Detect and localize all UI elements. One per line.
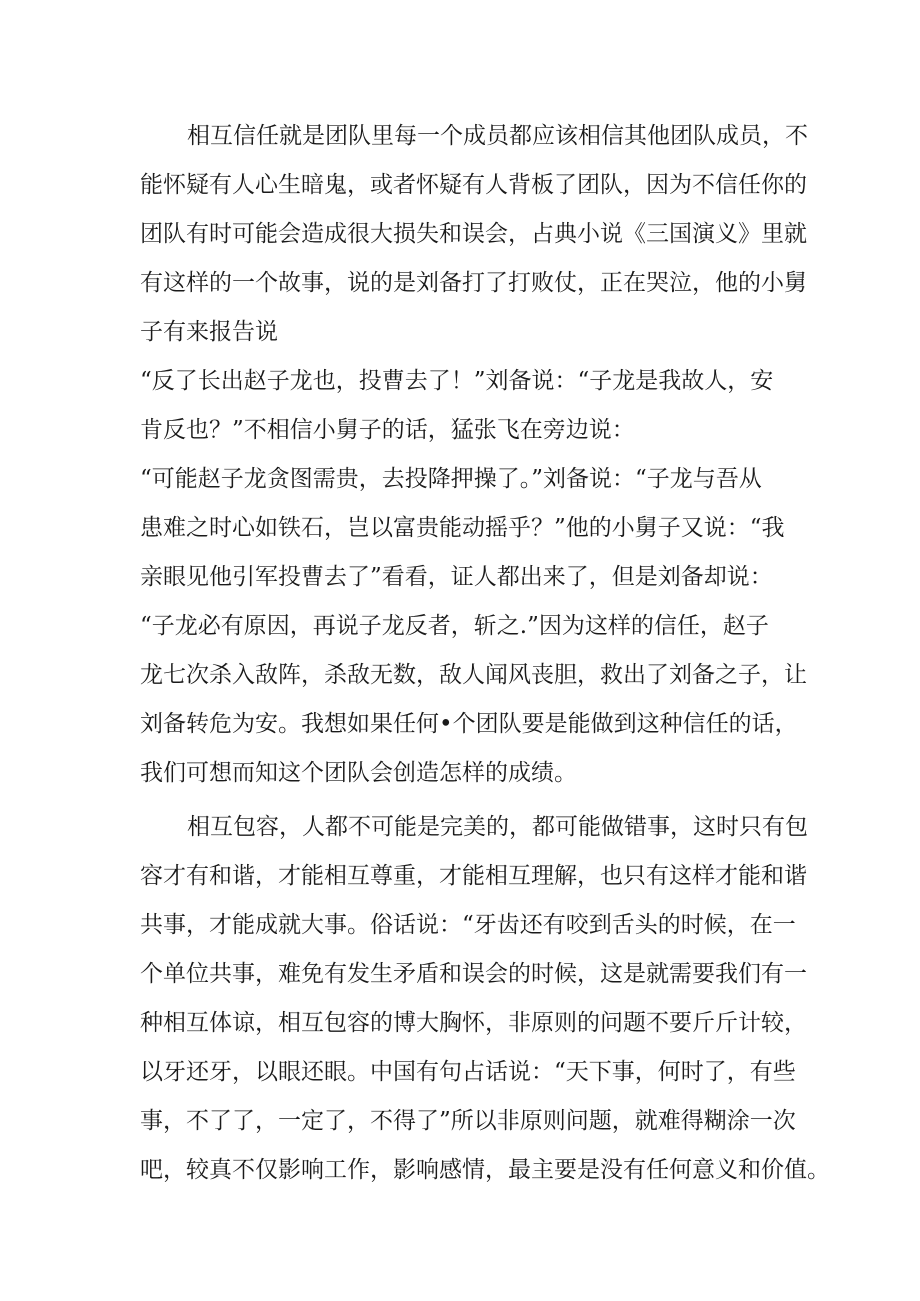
text-line: 事，不了了，一定了，不得了”所以非原则问题，就难得糊涂一次	[140, 1108, 796, 1134]
text-line: “反了长出赵子龙也，投曹去了！”刘备说：“子龙是我故人，安	[140, 368, 774, 394]
text-line: 亲眼见他引军投曹去了”看看，证人都出来了，但是刘备却说：	[140, 564, 773, 590]
text-line: “子龙必有原因，再说子龙反者，斩之.”因为这样的信任，赵子	[140, 613, 769, 639]
text-line: 刘备转危为安。我想如果任何•个团队要是能做到这种信任的话，	[140, 711, 798, 737]
text-line: 个单位共事，难免有发生矛盾和误会的时候，这是就需要我们有一	[140, 961, 807, 987]
text-line: 子有来报告说	[140, 319, 278, 345]
text-line: 吧，较真不仅影响工作，影响感情，最主要是没有任何意义和价值。	[140, 1157, 830, 1183]
text-line: 我们可想而知这个团队会创造怎样的成绩。	[140, 760, 577, 786]
text-line: 能怀疑有人心生暗鬼，或者怀疑有人背板了团队，因为不信任你的	[140, 172, 807, 198]
paragraph-tolerance	[140, 803, 830, 1195]
document-body	[140, 112, 830, 1195]
text-line: 容才有和谐，才能相互尊重，才能相互理解，也只有这样才能和谐	[140, 863, 807, 889]
text-line: 有这样的一个故事，说的是刘备打了打败仗，正在哭泣，他的小舅	[140, 270, 807, 296]
paragraph-trust	[140, 112, 808, 798]
text-line: 龙七次杀入敌阵，杀敌无数，敌人闻风丧胆，救出了刘备之子，让	[140, 662, 807, 688]
text-line: 患难之时心如铁石，岂以富贵能动摇乎？”他的小舅子又说：“我	[140, 515, 785, 541]
text-line: “可能赵子龙贪图需贵，去投降押操了。”刘备说：“子龙与吾从	[140, 466, 762, 492]
text-line: 共事，才能成就大事。俗话说：“牙齿还有咬到舌头的时候，在一	[140, 912, 796, 938]
text-line: 团队有时可能会造成很大损失和误会，占典小说《三国演义》里就	[140, 221, 807, 247]
text-line: 种相互体谅，相互包容的博大胸怀，非原则的问题不要斤斤计较，	[140, 1010, 807, 1036]
text-line: 肯反也？”不相信小舅子的话，猛张飞在旁边说：	[140, 417, 635, 443]
text-line: 相互信任就是团队里每一个成员都应该相信其他团队成员，不	[187, 123, 808, 149]
text-line: 以牙还牙，以眼还眼。中国有句占话说：“天下事，何时了，有些	[140, 1059, 796, 1085]
text-line: 相互包容，人都不可能是完美的，都可能做错事，这时只有包	[187, 814, 808, 840]
